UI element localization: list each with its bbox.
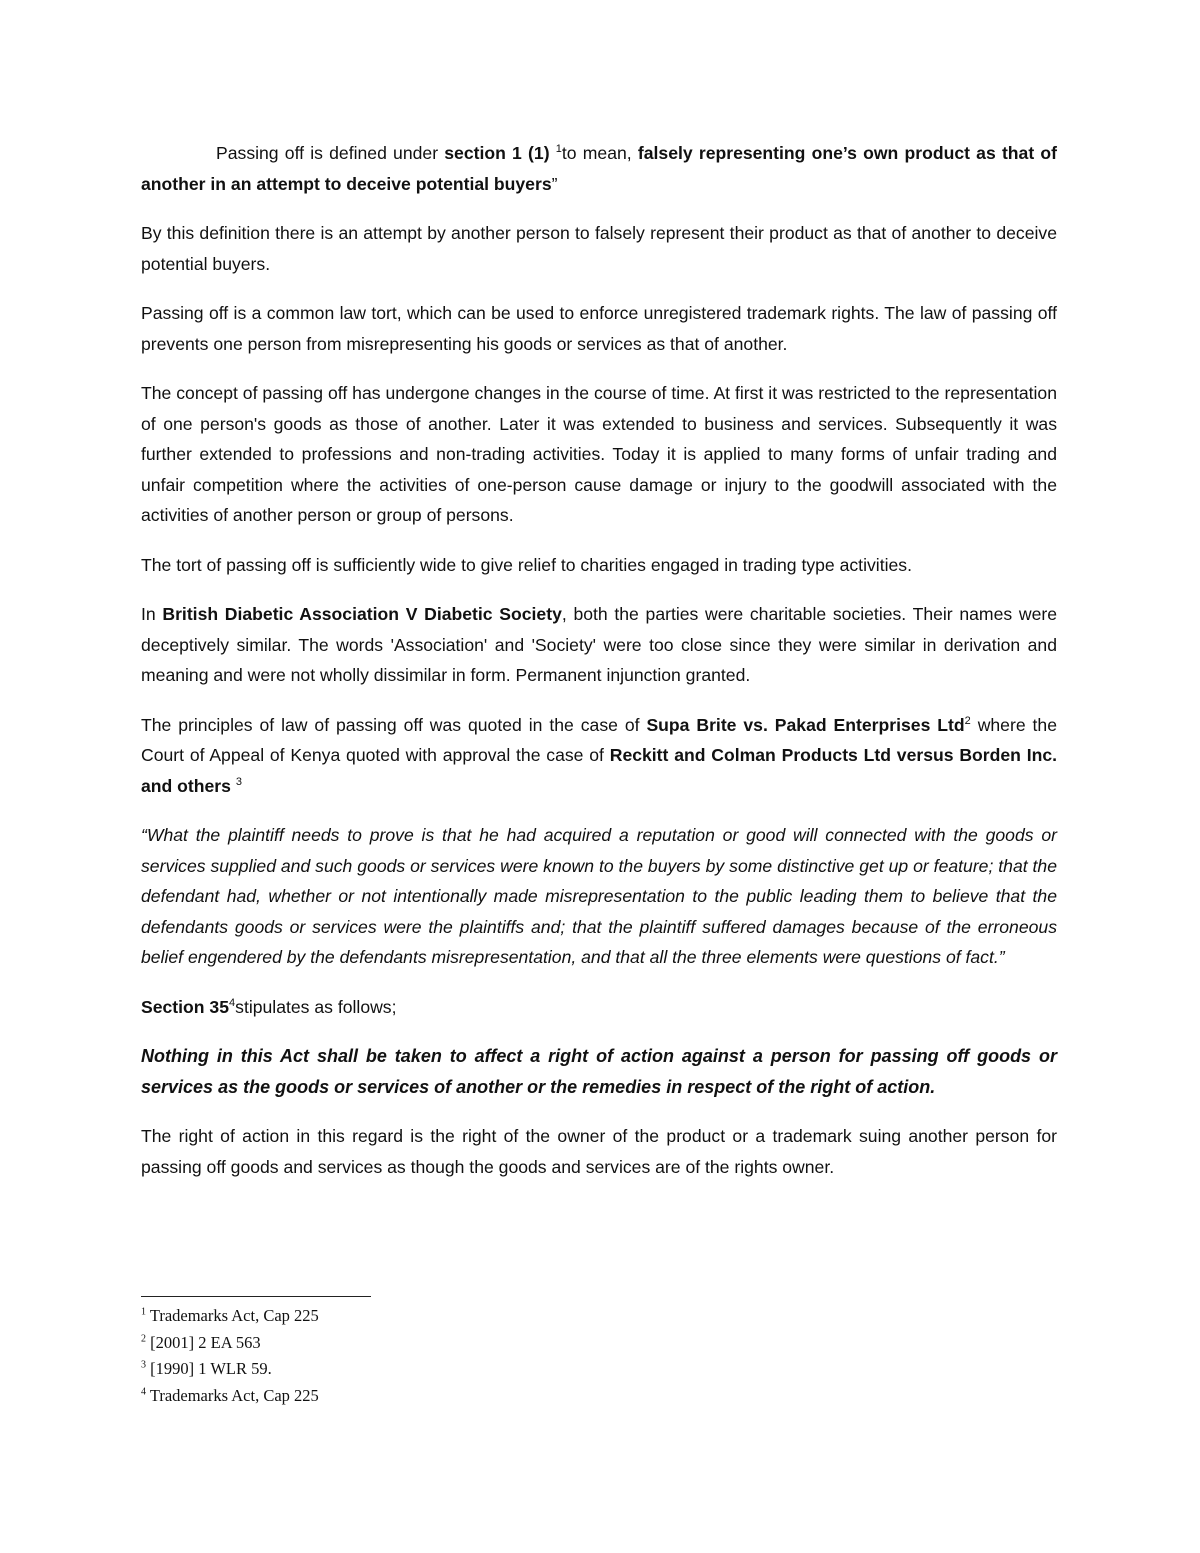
footnote-ref: 4 — [229, 996, 236, 1009]
footnote — [141, 1356, 741, 1383]
quote-paragraph: “What the plaintiff needs to prove is that he had acquired a reputation or good will connected with the goods or services supplied and such goods or services were known to the buyers by some distinctive get up or feature; that the defendant had, whether or not intentionally made misrepresentation to the public leading them to believe that the defendants goods or services were the plaintiffs and; that the plaintiff suffered damages because of the erroneous belief engendered by the defendants misrepresentation, and that all the three elements were questions of fact.” — [141, 825, 1057, 967]
text: , both the parties were charitable societies. Their names were deceptively similar. The words 'Association' and 'Society' were too close since they were similar in derivation and meaning and were not wholly dissimilar in form. Permanent injunction granted. — [141, 604, 1057, 685]
paragraph-case — [141, 599, 1057, 691]
footnote-number: 2 — [141, 1333, 146, 1344]
statute-quote: Nothing in this Act shall be taken to affect a right of action against a person for passing off goods or services as the goods or services of another or the remedies in respect of the right of action. — [141, 1046, 1057, 1097]
case-name: British Diabetic Association V Diabetic Society — [162, 604, 562, 624]
text: The principles of law of passing off was quoted in the case of — [141, 714, 647, 735]
footnote-text: [2001] 2 EA 563 — [150, 1332, 261, 1352]
paragraph-principles — [141, 710, 1057, 802]
document-body — [141, 138, 1057, 1201]
footnote — [141, 1383, 741, 1410]
text: stipulates as follows; — [235, 996, 397, 1017]
text: Passing off is defined under — [216, 143, 445, 163]
footnote-text: Trademarks Act, Cap 225 — [149, 1385, 319, 1405]
paragraph: The tort of passing off is sufficiently wide to give relief to charities engaged in trading type activities. — [141, 554, 912, 575]
text: ” — [551, 173, 558, 194]
footnote-number: 4 — [141, 1386, 146, 1397]
paragraph: By this definition there is an attempt by another person to falsely represent their product as that of another to deceive potential buyers. — [141, 223, 1057, 274]
text: to mean, — [561, 143, 638, 163]
paragraph-section — [141, 992, 1057, 1023]
footnote — [141, 1303, 741, 1330]
paragraph-definition — [141, 138, 1057, 199]
footnote-number: 1 — [141, 1306, 146, 1318]
footnote-number: 3 — [141, 1359, 146, 1371]
case-name: Supa Brite vs. Pakad Enterprises Ltd — [646, 714, 965, 735]
footnote-ref: 2 — [964, 714, 971, 727]
footnote — [141, 1330, 741, 1357]
footnote-text: [1990] 1 WLR 59. — [150, 1359, 272, 1378]
footnote-text: Trademarks Act, Cap 225 — [149, 1306, 319, 1325]
footnote-separator — [141, 1296, 371, 1297]
footnotes — [141, 1296, 741, 1409]
footnote-ref: 1 — [555, 143, 562, 156]
section-ref: Section 35 — [141, 996, 230, 1017]
text: In — [141, 604, 163, 624]
definition-text: falsely representing one’s own product as that of another in an attempt to deceive potential buyers — [141, 143, 1057, 194]
text: where the Court of Appeal of Kenya quoted with approval the case of — [141, 714, 1057, 765]
paragraph: The right of action in this regard is the right of the owner of the product or a trademark suing another person for passing off goods and services as though the goods and services are of the rights owner. — [141, 1126, 1057, 1177]
case-name: Reckitt and Colman Products Ltd versus Borden Inc. and others — [141, 745, 1058, 796]
paragraph: Passing off is a common law tort, which can be used to enforce unregistered trademark rights. The law of passing off prevents one person from misrepresenting his goods or services as that of another. — [141, 303, 1057, 354]
section-ref: section 1 (1) — [444, 143, 550, 163]
footnote-ref: 3 — [235, 775, 242, 788]
paragraph: The concept of passing off has undergone changes in the course of time. At first it was restricted to the representation of one person's goods as those of another. Later it was extended to business and services. Subsequently it was further extended to professions and non-trading activities. Today it is applied to many forms of unfair trading and unfair competition where the activities of one-person cause damage or injury to the goodwill associated with the activities of another person or group of persons. — [141, 383, 1057, 525]
